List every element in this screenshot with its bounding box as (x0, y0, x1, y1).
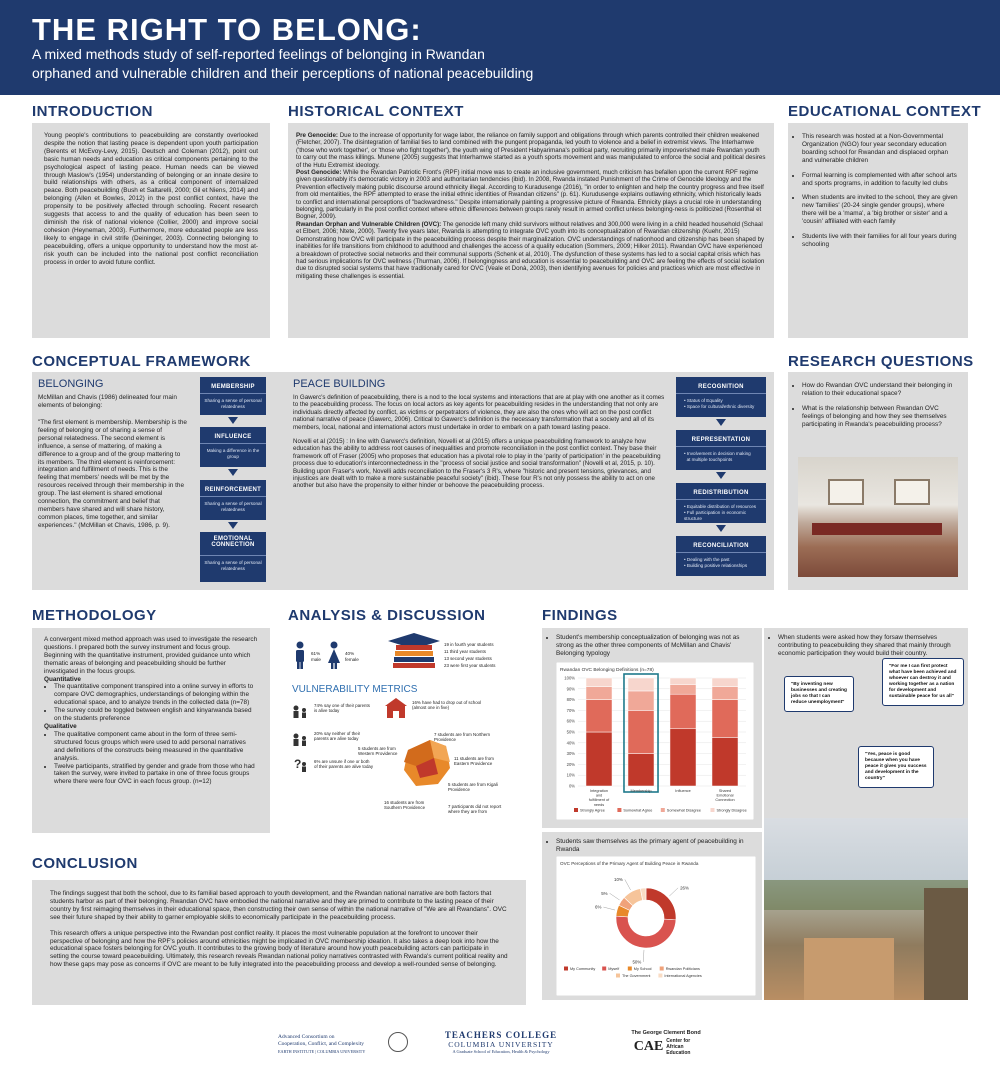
peace-building-text (293, 394, 665, 490)
redistribution-box (676, 483, 766, 523)
conclusion-paragraph-1: The findings suggest that both the school, due to its familial based approach to youth development, and the Rwandan national narrative are both factors that students harbor as part of their belonging. Rwandan OVC have embodied the national narrative and they are primed to contribute to the lasting peace of their country by first reimaging themselves in their educational space, then constructing their own sense of within the national narrative of "We are all Rwandans". OVC see their future shaped by their ability to garner employable skills to economically participate in the peacebuilding process. (50, 890, 507, 921)
research-question: • How do Rwandan OVC understand their belonging in relation to their educational space? (802, 382, 960, 398)
historical-panel (288, 123, 774, 338)
arrow-icon (228, 417, 238, 424)
findings-list-2 (764, 628, 968, 658)
legend-swatch (658, 974, 662, 978)
male-pct: 61% (311, 651, 321, 656)
male-icon (296, 642, 304, 670)
reinforcement-box (200, 480, 266, 520)
conclusion-panel (32, 880, 526, 1005)
photo-path (804, 938, 894, 1000)
conclusion-heading: CONCLUSION (32, 855, 138, 872)
x-tick-label: Membership (630, 789, 652, 793)
bar-segment (586, 678, 612, 687)
chart-background (556, 856, 756, 996)
ac4-logo-line-1: Advanced Consortium on (278, 1034, 335, 1040)
representation-box (676, 430, 766, 470)
y-tick-label: 40% (566, 740, 575, 746)
bar-segment (628, 678, 654, 691)
y-tick-label: 10% (566, 772, 575, 778)
reconciliation-title: RECONCILIATION (676, 536, 766, 553)
chart-title: OVC Perceptions of the Primary Agent of Building Peace in Rwanda (560, 861, 699, 866)
research-list (788, 372, 968, 429)
y-tick-label: 50% (566, 729, 575, 735)
influence-desc: Making a difference in the group (206, 448, 260, 459)
reinforcement-title: REINFORCEMENT (200, 480, 266, 497)
recognition-desc: • Status of Equality • Space for cultural/ethnic diversity (684, 398, 755, 409)
emotional-connection-box (200, 532, 266, 582)
introduction-heading: INTRODUCTION (32, 103, 153, 120)
slice-label: 5% (601, 890, 608, 896)
educational-item: • When students are invited to the school, they are given new 'families' (20-24 single gender groups), where there will be a 'mama', a 'big brother or sister' and a 'cousin' affiliated with each family (802, 194, 960, 226)
family-icon (294, 734, 307, 747)
photo-fence (924, 888, 968, 1000)
region-western: 5 students are from Western Providence (358, 746, 398, 757)
pre-genocide-text: Due to the increase of opportunity for wage labor, the reliance on family support and obligations through which parents controlled their children weakened (Fletcher, 2007). The disintegration of familial ties to land combined with the pungent propaganda, led youth to violence and a belief in extremist views. The Interhamwe ('those who work together', or 'those who fight together'), the youth wing of President Habyarimana's political party, recruiting primarily impoverished male Rwandan youth to carry out the mass killings. Munene (2005) suggests that Interhamwe started as a youth sports movement and was manipulated to enforce the social and political desires of the Hutu Extremist ideology. (296, 132, 766, 169)
quantitative-label: Quantitative (44, 675, 81, 683)
influence-box (200, 427, 266, 467)
region-kigali: 5 students are from Kigali Providence (448, 782, 498, 793)
peace-building-title: PEACE BUILDING (293, 378, 386, 390)
vulnerability-title: VULNERABILITY METRICS (292, 684, 418, 695)
bar-segment (712, 700, 738, 738)
tc-logo-line-2: COLUMBIA UNIVERSITY (448, 1040, 554, 1049)
x-tick-label: and (595, 793, 603, 798)
bar-segment (628, 710, 654, 753)
female-icon (328, 642, 340, 670)
legend-swatch (628, 967, 632, 971)
bar-segment (586, 700, 612, 732)
x-tick-label: fulfillment of (588, 798, 610, 803)
reinforcement-desc: Sharing a sense of personal relatedness (204, 501, 262, 512)
introduction-body: Young people's contributions to peacebuilding are constantly overlooked despite the notion that lasting peace is dependent upon youth participation (Berents et McEvoy-Levy, 2015). Deutsch and Coleman (2012), point out basic human needs and education as critical components pertaining to the psychological aspect of lasting peace. Human needs can be viewed through Maslow's (1954) understanding of belonging or an innate desire to build relationships with others, as a critical component of internalized peace. Both peacebuilding (Bush et Saltarelli, 2000; Gil et Niens, 2014) and belonging (Allen et Bowles, 2012) in the post conflict context, have the propensity to be positively affected through schooling. Recent research suggests that access to and the quality of education has been seen to diminish the risk of national violence (Collier, 2000) and improve social cohesion (Heyneman, 2003). Furthermore, more educated people are less likely to engage in civil strife (Deininger, 2003). Connecting belonging to peacebuilding, offers a unique opportunity to understand how the most at-risk youth can be included into the national post conflict reconciliation process in order to avoid future conflict. (44, 132, 258, 266)
ovc-label: Rwandan Orphan and Vulnerable Children (OVC): (296, 220, 442, 228)
qualitative-list (32, 731, 270, 786)
grade-fourth: 19 in fourth year students (444, 642, 494, 647)
reconciliation-box (676, 536, 766, 576)
quantitative-item: • The quantitative component transpired into a online survey in efforts to compare OVC demographics, understandings of belonging within the educational space, and to analyze trends in the collected data (n=78) (54, 683, 258, 707)
y-tick-label: 90% (566, 686, 575, 692)
methodology-heading: METHODOLOGY (32, 607, 157, 624)
bar-segment (712, 687, 738, 700)
quantitative-list (32, 683, 270, 723)
metric-no-parent: 20% say neither of their parents are alive today (314, 731, 361, 742)
findings-list-3 (542, 832, 762, 854)
legend-label: My Community (570, 967, 596, 971)
redistribution-title: REDISTRIBUTION (676, 483, 766, 500)
x-tick-label: Shared (718, 789, 732, 793)
peace-paragraph-1: In Gawerc's definition of peacebuilding, there is a nod to the local systems and interactions that are at play with one another as it comes to the peacebuilding process. The focus on local actors as key agents for peacebuilding resides in the understanding that not only are individuals directly affected by conflict, as victims or perpetrators of violence, they are also the ones who will act on the post conflict national narrative of peace (Gawerc, 2006). Critical to Gawerc's definition is the necessary transformation that a society and all of its members, local, national and international actors must undertake in order to embark on a path toward lasting peace. (293, 394, 665, 431)
belonging-quote: "The first element is membership. Membership is the feeling of belonging or of sharing a sense of personal relatedness. The second element is influence, a sense of mattering, of making a difference to a group and of the group mattering to its members. The third element is reinforcement: integration and fulfillment of needs. This is the feeling that members' needs will be met by the resources received through their membership in the group. The last element is shared emotional connection, the commitment and belief that members have shared and will share history, common places, time together, and similar experiences." (McMillan et Chavis, 1986, p. 9). (38, 419, 187, 529)
research-panel (788, 372, 968, 590)
legend-label: The Government (622, 974, 651, 978)
x-tick-label: Connection (715, 798, 735, 803)
introduction-panel (32, 123, 270, 338)
belonging-bar-chart (556, 662, 754, 820)
ac4-logo (278, 1034, 365, 1055)
question-icon (294, 757, 306, 772)
x-tick-label: Influence (675, 789, 691, 793)
cae-logo (626, 1030, 706, 1056)
membership-desc: Sharing a sense of personal relatedness (204, 398, 262, 409)
methodology-intro: A convergent mixed method approach was used to investigate the research questions. I prepared both the survey instrument and focus group. Beginning with the quantitative instrument, provided guidance unto which thematic areas of belonging and peacebuilding should be further investigated in the focus groups. (44, 636, 258, 675)
pre-genocide-label: Pre Genocide: (296, 132, 338, 139)
y-tick-label: 0% (568, 783, 575, 789)
female-pct: 40% (345, 651, 355, 656)
findings-heading: FINDINGS (542, 607, 618, 624)
y-tick-label: 30% (566, 751, 575, 757)
chart-title: Rwandan OVC Belonging Definitions (n=78) (560, 668, 654, 673)
bar-segment (712, 737, 738, 786)
bar-segment (670, 694, 696, 729)
ac4-logo-line-2: Cooperation, Conflict, and Complexity (278, 1041, 365, 1047)
cae-letters-icon: CAE (633, 1039, 664, 1054)
poster-title: THE RIGHT TO BELONG: (32, 12, 422, 47)
y-tick-label: 100% (564, 675, 575, 681)
conclusion-paragraph-2: This research offers a unique perspective into the Rwandan post conflict reality. It places the most vulnerable population at the forefront to uncover their perspective of belonging and how the RPF's policies around ethnicities might be implicated in OVC membership ideation. It also takes a deep look into how the educational space fosters belonging for OVC youth. It contributes to the growing body of literature around how youth peacebuilding actors can participate in setting the course toward peacebuilding. Ultimately, this research reveals Rwandan national policy narratives contrasted with Rwanda's current political reality and how these gaps may pose as concerns if OVC are meant to be fully integrated into the peacebuilding process and develop a well-rounded sense of belonging. (50, 929, 508, 969)
family-icon (294, 706, 307, 719)
findings-agent-panel (542, 832, 762, 1000)
legend-label: International Agencies (664, 974, 702, 978)
legend-swatch (661, 808, 665, 812)
educational-item: • Students live with their families for all four years during schooling (802, 233, 960, 249)
subtitle-line-2: orphaned and vulnerable children and their perceptions of national peacebuilding (32, 65, 534, 81)
metric-dropout: 16% have had to drop out of school (almost one in five) (412, 700, 482, 711)
findings-membership-panel (542, 628, 762, 828)
representation-title: REPRESENTATION (676, 430, 766, 447)
slice-label: 10% (614, 876, 623, 882)
legend-label: Somewhat Disagree (666, 808, 702, 813)
teachers-college-logo (436, 1030, 566, 1054)
recognition-title: RECOGNITION (676, 377, 766, 394)
bar-segment (586, 732, 612, 786)
female-label: female (345, 657, 359, 662)
post-genocide-label: Post Genocide: (296, 169, 342, 177)
region-southern: 16 students are from Southern Providence (384, 800, 426, 811)
post-genocide-text: While the Rwandan Patriotic Front's (RPF) initial move was to create an inclusive government, much criticism has befallen upon the current RPF regime given questionably it's democratic victory in 2003 and authoritarian tendencies (ibid). In 2008, Rwanda instated Punishment of the Crime of Genocide Ideology and the Prevention effectively making public discourse around ethnicity illegal. According to Kuradusenge (2016), "in order to enlighten and help the country progress and free itself from old mentalities, the RPF attempted to erase the initial ethnic identities of Rwandan citizens" (p. 61). Kurudusenge explains outlawing ethnicity, which historically leads to conflict and international perceptions of "backwardness." Despite internationally painting a progressive picture of Rwanda. Ethnicity plays a crucial role in understanding belonging, particularly in the post conflict context where ethnic differences between groups rarely result in armed conflict unless belonging-ness is politicized (Rosenthal et Bogner, 2009). (296, 169, 764, 221)
educational-item: • This research was hosted at a Non-Governmental Organization (NGO) four year secondary education boarding school for Rwandan and displaced orphan and vulnerable children (802, 133, 960, 165)
cae-logo-mark (626, 1038, 706, 1056)
educational-item: • Formal learning is complemented with after school arts and sports programs, in addition to faculty led clubs (802, 172, 960, 188)
metric-unsure: 6% are unsure if one or both of their parents are alive today (314, 759, 374, 770)
emotional-connection-desc: Sharing a sense of personal relatedness (204, 560, 262, 571)
arrow-icon (716, 472, 726, 479)
slice-label: 6% (595, 904, 602, 910)
rwanda-landscape-photo (764, 818, 968, 1000)
qualitative-item: • The qualitative component came about in the form of three semi-structured focus groups which were used to add personal narratives and definitions of the constructs being measured in the quantitative analysis. (54, 731, 258, 763)
influence-title: INFLUENCE (200, 427, 266, 444)
research-heading: RESEARCH QUESTIONS (788, 353, 974, 370)
emotional-connection-title: EMOTIONAL CONNECTION (200, 532, 266, 556)
historical-heading: HISTORICAL CONTEXT (288, 103, 464, 120)
bar-segment (670, 684, 696, 694)
belonging-intro: McMillan and Chavis (1986) delineated four main elements of belonging: (38, 394, 177, 409)
classroom-photo (798, 457, 958, 577)
bar-segment (670, 678, 696, 684)
findings-list-1 (542, 628, 762, 658)
grade-second: 13 second year students (444, 656, 492, 661)
analysis-heading: ANALYSIS & DISCUSSION (288, 607, 486, 624)
agent-donut-chart (556, 856, 756, 996)
findings-bullet: • Student's membership conceptualization of belonging was not as strong as the other three components of McMillan and Chavis' Belonging typology (556, 634, 754, 658)
graduation-cap-icon (388, 633, 440, 668)
bar-segment (586, 687, 612, 700)
y-tick-label: 60% (566, 718, 575, 724)
findings-bullet: • Students saw themselves as the primary agent of peacebuilding in Rwanda (556, 838, 754, 854)
poster-subtitle (32, 45, 672, 83)
x-tick-label: Emotional (716, 793, 734, 798)
research-question: • What is the relationship between Rwandan OVC feelings of belonging and how they see themselves participating in Rwanda's peacebuilding process? (802, 405, 960, 429)
grade-first: 23 were first year students (444, 663, 496, 668)
window-left (828, 479, 864, 505)
quantitative-item: • The survey could be toggled between english and kinyarwanda based on the students preference (54, 707, 258, 723)
findings-bullet: • When students were asked how they forsaw themselves contributing to peacebuilding they shared that mainly through economic participation they would build their country. (778, 634, 960, 658)
window-right (894, 479, 930, 505)
ac4-logo-line-3: EARTH INSTITUTE | COLUMBIA UNIVERSITY (278, 1049, 366, 1054)
x-tick-label: Integration (590, 789, 608, 793)
legend-label: Rwandan Politicians (665, 967, 700, 971)
quote-bubble-2: "For me I can first protect what have been achieved and whoever can destroy it and working together as a nation for development and sustainable peace for us all" (882, 658, 964, 706)
representation-desc: • Involvement in decision making at multiple touchpoints (684, 451, 751, 462)
school-icon (385, 698, 407, 718)
qualitative-item: • Twelve participants, stratified by gender and grade from those who had taken the survey, were invited to partake in one of three focus groups where there were four OVC in each focus group. (n=12) (54, 763, 258, 787)
y-tick-label: 20% (566, 761, 575, 767)
analysis-infographic (288, 628, 526, 833)
quote-bubble-3: "Yes, peace is good because when you have peace it gives you success and development in the country" (858, 746, 934, 788)
membership-title: MEMBERSHIP (200, 377, 266, 394)
bar-segment (628, 754, 654, 786)
educational-panel (788, 123, 968, 338)
x-tick-label: needs (593, 802, 605, 807)
cae-logo-line-2: Center for African Education (666, 1038, 691, 1056)
region-northern: 7 students are from Northern Providence (434, 732, 491, 743)
ac4-seal-icon (388, 1032, 408, 1052)
qualitative-label: Qualitative (44, 722, 77, 730)
cae-logo-line-1: The George Clement Bond (631, 1030, 701, 1036)
historical-body (288, 123, 774, 289)
svg-text:?: ? (294, 757, 302, 771)
male-label: male (311, 657, 321, 662)
bar-segment (628, 691, 654, 710)
belonging-title: BELONGING (38, 378, 104, 390)
legend-swatch (660, 967, 664, 971)
legend-label: Strongly Disagree (716, 808, 747, 813)
membership-box (200, 377, 266, 415)
region-unknown: 7 participants did not report where they are from (448, 804, 502, 815)
educational-list (788, 123, 968, 249)
legend-swatch (564, 967, 568, 971)
legend-swatch (617, 808, 621, 812)
methodology-panel (32, 628, 270, 833)
legend-swatch (574, 808, 578, 812)
arrow-icon (228, 522, 238, 529)
legend-label: Somewhat Agree (623, 808, 653, 813)
subtitle-line-1: A mixed methods study of self-reported feelings of belonging in Rwandan (32, 46, 485, 62)
grade-third: 11 third year students (444, 649, 486, 654)
findings-quotes-panel (764, 628, 968, 828)
chairs-row (812, 523, 942, 535)
educational-heading: EDUCATIONAL CONTEXT (788, 103, 982, 120)
legend-label: Strongly Agree (580, 808, 605, 813)
conceptual-heading: CONCEPTUAL FRAMEWORK (32, 353, 251, 370)
legend-swatch (711, 808, 715, 812)
peace-paragraph-2: Novelli et al (2015) : In line with Garwerc's definition, Novelli et al (2015) offers a unique peacebuilding framework to analyze how education has the ability to address root causes of inequalities and promote reconciliation in the post conflict context. They base their framework off of Fraser (2005) who proposes that education has a pivotal role to play in the 'parity of participation' in the peacebuilding process due to education's interconnectedness in the "process of social justice and social transformation" (Novelli et al, 2015, p. 10). Building upon Fraser's work, Novelli adds reconciliation to the Fraser's 3 R's, where "historic and present tensions, grievances, and injustices are dealt with to make a more sustainable peaceful society" (ibid). These four R's not only possess the ability to act on one another but also have the propensity to either hinder or behoove the peacebuilding process. (293, 438, 661, 490)
analysis-panel (288, 628, 526, 833)
slice-label: 26% (680, 885, 689, 891)
region-eastern: 11 students are from Eastern Providence (454, 756, 494, 767)
y-tick-label: 70% (566, 707, 575, 713)
legend-swatch (602, 967, 606, 971)
tc-logo-line-3: A Graduate School of Education, Health & Psychology (452, 1049, 550, 1054)
reconciliation-desc: • Dealing with the past • Building positive relationships (684, 557, 748, 568)
arrow-icon (228, 469, 238, 476)
bar-segment (670, 729, 696, 786)
metric-one-parent: 74% say one of their parents is alive today (314, 703, 370, 714)
arrow-icon (716, 525, 726, 532)
legend-label: My School (633, 967, 652, 971)
recognition-box (676, 377, 766, 417)
y-tick-label: 80% (566, 697, 575, 703)
ovc-text: The genocide left many child survivors without relatives and 300,000 were living in a child headed household (Schaal et Elbert, 2006; Ntete, 2000). Twenty five years later, Rwanda is attempting to integrate OVC youth into its conceptualization of Rwandan citizenship (Kuehr, 2015) Demonstrating how OVC will participate in the peacebuilding process despite their marginalization. OVC understandings of nationhood and citizenship has been shaped by inabilities for life transitions from childhood to adulthood and challenges the access of a quality education (Sommers, 2009; Hilker 2011). Rwandan OVC have experienced a breakdown of protective social networks and their communal supports (Schenk et al, 2010). The dysfunction of these systems has led to a social capital crisis which has had serious implications for OVC wellness (Thurman, 2006). If belongingness and education is essential to peacebuilding and OVC are feeling the effects of social isolation due to disrupted social systems that have traditionally cared for OVC (Veale et Donà, 2003), then identifying avenues for policies and practices which are most effective in mitigating these challenges is essential. (296, 220, 765, 280)
legend-label: Myself (608, 967, 620, 971)
redistribution-desc: • Equitable distribution of resources • Full participation in economic structure (684, 504, 757, 521)
legend-swatch (616, 974, 620, 978)
bar-segment (712, 678, 738, 687)
tc-logo-line-1: TEACHERS COLLEGE (444, 1030, 558, 1040)
quote-bubble-1: "By inventing new businesses and creating jobs so that I can reduce unemployment" (784, 676, 854, 712)
slice-label: 50% (632, 959, 642, 965)
arrow-icon (716, 419, 726, 426)
